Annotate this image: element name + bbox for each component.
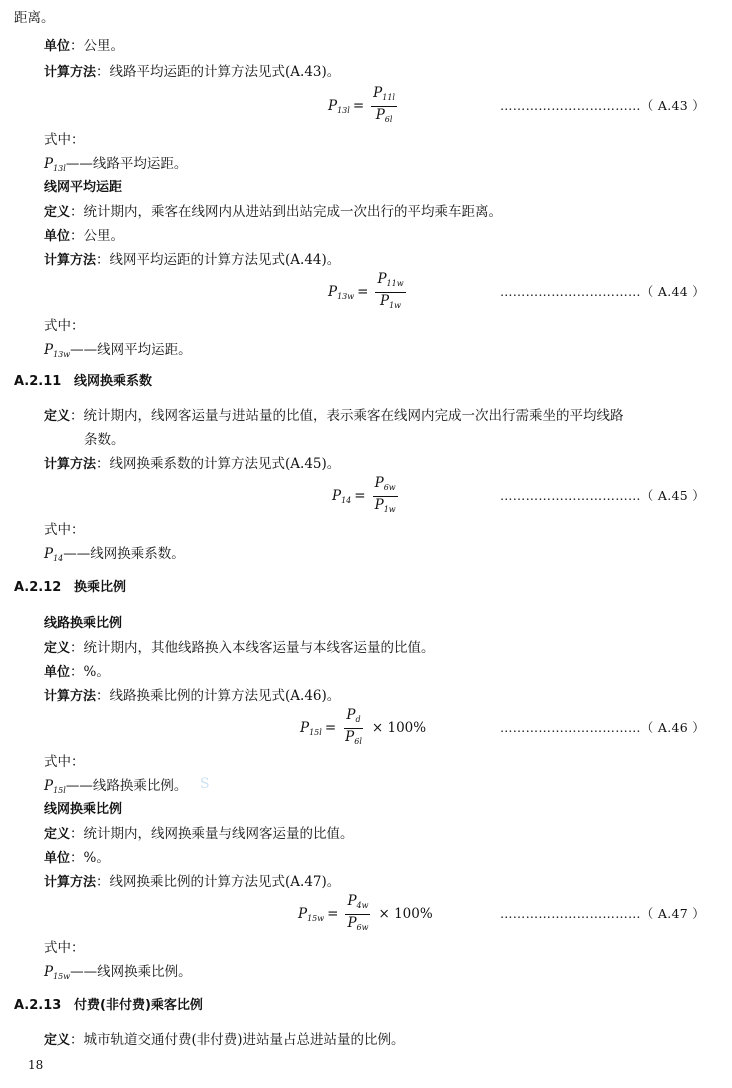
numerator: $P_{11l}$ bbox=[371, 85, 397, 107]
section-heading: A.2.13 付费(非付费)乘客比例 bbox=[14, 998, 203, 1013]
where-label: 式中： bbox=[44, 940, 85, 956]
method-line: 计算方法：线网换乘系数的计算方法见式(A.45)。 bbox=[44, 456, 341, 472]
definition-line: 定义：统计期内，线网换乘量与线网客运量的比值。 bbox=[44, 826, 354, 842]
sub-heading: 线网平均运距 bbox=[44, 180, 123, 195]
fraction bbox=[371, 85, 397, 128]
unit-line: 单位：公里。 bbox=[44, 228, 125, 244]
equals-sign: = bbox=[352, 98, 365, 114]
formula-a43 bbox=[328, 86, 401, 126]
unit-line: 单位：%。 bbox=[44, 664, 110, 680]
sub-heading: 线网换乘比例 bbox=[44, 802, 123, 817]
equation-number: ……………………………（ A.46 ） bbox=[500, 720, 706, 735]
definition-line: 定义：统计期内，乘客在线网内从进站到出站完成一次出行的平均乘车距离。 bbox=[44, 204, 503, 220]
where-label: 式中： bbox=[44, 754, 85, 770]
definition-line: 定义：城市轨道交通付费(非付费)进站量占总进站量的比例。 bbox=[44, 1032, 405, 1048]
equation-number: ……………………………（ A.47 ） bbox=[500, 906, 706, 921]
where-label: 式中： bbox=[44, 522, 85, 538]
formula-a46: $P_{15l}$ = $\frac{P_d}{P_{6l}}$ × 100% bbox=[300, 706, 427, 746]
formula-a45: $P_{14}$ = $\frac{P_{6w}}{P_{1w}}$ bbox=[332, 474, 396, 514]
method-line: 计算方法：线网换乘比例的计算方法见式(A.47)。 bbox=[44, 874, 341, 890]
unit-text: ：公里。 bbox=[70, 38, 125, 54]
denominator: $P_{6l}$ bbox=[375, 106, 393, 124]
formula-a44: $P_{13w}$ = $\frac{P_{11w}}{P_{1w}}$ bbox=[328, 270, 404, 310]
equation-number: ……………………………（ A.44 ） bbox=[500, 284, 706, 299]
unit-line bbox=[44, 36, 124, 57]
method-line: 计算方法：线路换乘比例的计算方法见式(A.46)。 bbox=[44, 688, 341, 704]
watermark-icon: S bbox=[200, 776, 210, 792]
definition-continuation: 条数。 bbox=[84, 432, 125, 448]
method-text: ：线路平均运距的计算方法见式(A.43)。 bbox=[96, 64, 341, 80]
method-line: 计算方法：线网平均运距的计算方法见式(A.44)。 bbox=[44, 252, 341, 268]
section-heading: A.2.12 换乘比例 bbox=[14, 580, 127, 595]
formula-a47: $P_{15w}$ = $\frac{P_{4w}}{P_{6w}}$ × 100% bbox=[298, 892, 433, 932]
formula-lhs: $P_{13l}$ bbox=[328, 97, 350, 115]
variable-definition: $P_{15w}——$线网换乘比例。 bbox=[44, 964, 192, 981]
equation-number: ……………………………（ A.45 ） bbox=[500, 488, 706, 503]
definition-line: 定义：统计期内，其他线路换入本线客运量与本线客运量的比值。 bbox=[44, 640, 435, 656]
unit-line: 单位：%。 bbox=[44, 850, 110, 866]
method-line bbox=[44, 62, 340, 83]
method-label: 计算方法 bbox=[44, 65, 97, 80]
section-heading: A.2.11 线网换乘系数 bbox=[14, 374, 153, 389]
sub-heading: 线路换乘比例 bbox=[44, 616, 123, 631]
variable-definition: $P_{13w}——$线网平均运距。 bbox=[44, 342, 192, 359]
equation-number: ……………………………（ A.43 ） bbox=[500, 98, 706, 113]
where-label: 式中： bbox=[44, 318, 85, 334]
where-label: 式中： bbox=[44, 132, 85, 148]
definition-line: 定义：统计期内，线网客运量与进站量的比值，表示乘客在线网内完成一次出行需乘坐的平均线路 bbox=[44, 408, 624, 424]
variable-definition: $P_{13l}——$线路平均运距。 bbox=[44, 156, 188, 173]
text-line: 距离。 bbox=[14, 10, 55, 26]
unit-label: 单位 bbox=[44, 39, 71, 54]
page-number: 18 bbox=[28, 1058, 44, 1072]
variable-definition: $P_{14}——$线网换乘系数。 bbox=[44, 546, 185, 563]
variable-definition: $P_{15l}——$线路换乘比例。 bbox=[44, 778, 188, 795]
